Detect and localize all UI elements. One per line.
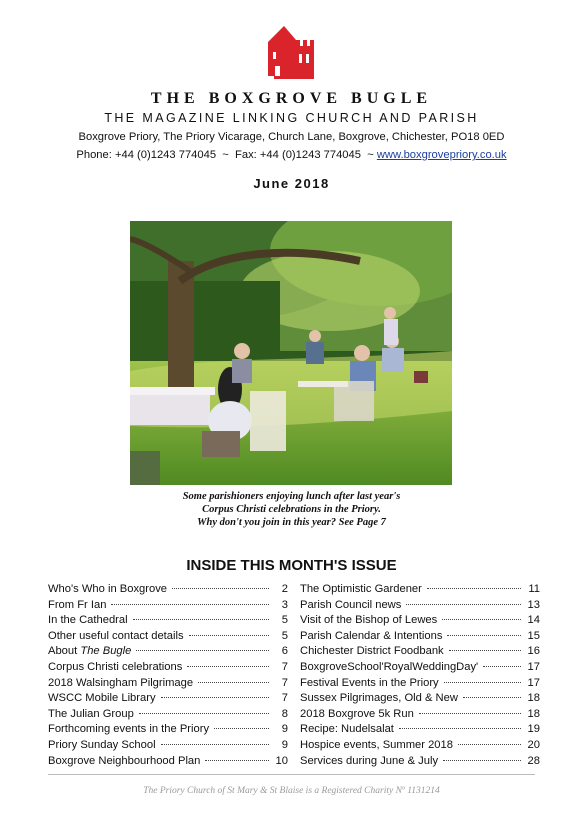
contents-entry[interactable] [300, 599, 540, 615]
leader-dots [111, 604, 269, 605]
leader-dots [189, 635, 269, 636]
entry-page: 7 [281, 660, 288, 673]
leader-dots [447, 635, 521, 636]
entry-title: Priory Sunday School [48, 738, 156, 751]
entry-title: Parish Council news [300, 598, 402, 611]
leader-dots [427, 588, 521, 589]
priory-logo-icon [262, 20, 320, 80]
leader-dots [399, 728, 521, 729]
contact-line [0, 149, 583, 161]
entry-page: 17 [527, 660, 540, 673]
entry-page: 18 [527, 707, 540, 720]
contents-entry[interactable] [48, 630, 288, 646]
leader-dots [187, 666, 269, 667]
contents-entry[interactable] [300, 708, 540, 724]
entry-title: Chichester District Foodbank [300, 645, 444, 658]
website-link[interactable]: www.boxgrovepriory.co.uk [376, 149, 507, 161]
leader-dots [458, 744, 521, 745]
entry-title: Corpus Christi celebrations [48, 660, 183, 673]
entry-page: 28 [527, 754, 540, 767]
entry-title: WSCC Mobile Library [48, 692, 156, 705]
address-line: Boxgrove Priory, The Priory Vicarage, Church Lane, Boxgrove, Chichester, PO18 0ED [78, 131, 505, 143]
caption-line: Corpus Christi celebrations in the Priory. [202, 504, 381, 515]
contents-entry[interactable] [300, 583, 540, 599]
contents-entry[interactable] [300, 614, 540, 630]
entry-title: The Julian Group [48, 707, 134, 720]
parish-lunch-photo [130, 221, 452, 485]
leader-dots [442, 619, 521, 620]
contents-entry[interactable] [300, 755, 540, 771]
entry-page: 10 [275, 754, 288, 767]
photo-caption [0, 490, 583, 529]
leader-dots [443, 760, 521, 761]
entry-title: Festival Events in the Priory [300, 676, 439, 689]
entry-page: 9 [281, 723, 288, 736]
contents-entry[interactable] [300, 661, 540, 677]
leader-dots [161, 697, 269, 698]
leader-dots [161, 744, 269, 745]
entry-title: Other useful contact details [48, 629, 184, 642]
entry-page: 13 [527, 598, 540, 611]
issue-date: June 2018 [253, 176, 330, 191]
entry-title: 2018 Walsingham Pilgrimage [48, 676, 194, 689]
entry-title: Services during June & July [300, 754, 439, 767]
leader-dots [419, 713, 521, 714]
charity-footer: The Priory Church of St Mary & St Blaise is a Registered Charity Nº 1131214 [143, 786, 440, 796]
contents-left-column [48, 583, 288, 770]
leader-dots [172, 588, 269, 589]
contents-entry[interactable] [48, 677, 288, 693]
contents-entry[interactable] [300, 645, 540, 661]
contents-entry[interactable] [48, 692, 288, 708]
entry-page: 7 [281, 692, 288, 705]
entry-title: Who's Who in Boxgrove [48, 583, 168, 595]
entry-page: 17 [527, 676, 540, 689]
entry-page: 6 [281, 645, 288, 658]
caption-line: Why don't you join in this year? See Page 7 [197, 517, 386, 528]
contents-entry[interactable] [300, 630, 540, 646]
contents-entry[interactable] [48, 755, 288, 771]
entry-page: 20 [527, 738, 540, 751]
contents-entry[interactable] [300, 677, 540, 693]
entry-title: BoxgroveSchool'RoyalWeddingDay' [300, 660, 479, 673]
magazine-subtitle: THE MAGAZINE LINKING CHURCH AND PARISH [104, 111, 479, 125]
entry-page: 2 [281, 583, 288, 595]
contents-entry[interactable] [48, 583, 288, 599]
entry-page: 9 [281, 738, 288, 751]
entry-title: Boxgrove Neighbourhood Plan [48, 754, 201, 767]
entry-title: Hospice events, Summer 2018 [300, 738, 453, 751]
leader-dots [483, 666, 521, 667]
contents-entry[interactable] [48, 645, 288, 661]
contents-entry[interactable] [48, 599, 288, 615]
entry-page: 11 [528, 583, 540, 595]
entry-page: 16 [527, 645, 540, 658]
entry-title: Forthcoming events in the Priory [48, 723, 210, 736]
phone-fax-text: Phone: +44 (0)1243 774045 ~ Fax: +44 (0)1243 774045 ~ [76, 149, 377, 161]
contents-entry[interactable] [48, 739, 288, 755]
entry-page: 14 [527, 614, 540, 627]
entry-page: 5 [281, 629, 288, 642]
entry-title: About The Bugle [48, 645, 132, 658]
contents-entry[interactable] [300, 723, 540, 739]
caption-line: Some parishioners enjoying lunch after last year's [182, 491, 401, 502]
entry-title: Recipe: Nudelsalat [300, 723, 394, 736]
entry-page: 19 [527, 723, 540, 736]
entry-title: Parish Calendar & Intentions [300, 629, 443, 642]
leader-dots [463, 697, 521, 698]
entry-page: 7 [281, 676, 288, 689]
entry-title: 2018 Boxgrove 5k Run [300, 707, 414, 720]
leader-dots [133, 619, 269, 620]
leader-dots [136, 650, 269, 651]
entry-page: 5 [281, 614, 288, 627]
entry-title: From Fr Ian [48, 598, 107, 611]
magazine-title: THE BOXGROVE BUGLE [150, 90, 433, 107]
contents-right-column [300, 583, 540, 770]
contents-entry[interactable] [48, 661, 288, 677]
footer-divider [48, 774, 535, 775]
contents-entry[interactable] [48, 708, 288, 724]
contents-entry[interactable] [48, 723, 288, 739]
contents-entry[interactable] [300, 692, 540, 708]
leader-dots [198, 682, 269, 683]
leader-dots [406, 604, 521, 605]
entry-page: 3 [281, 598, 288, 611]
contents-heading: INSIDE THIS MONTH'S ISSUE [186, 557, 397, 574]
leader-dots [449, 650, 521, 651]
entry-page: 15 [527, 629, 540, 642]
leader-dots [214, 728, 269, 729]
entry-title: The Optimistic Gardener [300, 583, 422, 595]
contents-entry[interactable] [300, 739, 540, 755]
magazine-name-italic: The Bugle [80, 645, 132, 658]
leader-dots [139, 713, 269, 714]
leader-dots [444, 682, 521, 683]
entry-page: 8 [281, 707, 288, 720]
entry-title: In the Cathedral [48, 614, 128, 627]
leader-dots [205, 760, 269, 761]
contents-entry[interactable] [48, 614, 288, 630]
entry-title: Visit of the Bishop of Lewes [300, 614, 438, 627]
entry-title: Sussex Pilgrimages, Old & New [300, 692, 458, 705]
entry-page: 18 [527, 692, 540, 705]
